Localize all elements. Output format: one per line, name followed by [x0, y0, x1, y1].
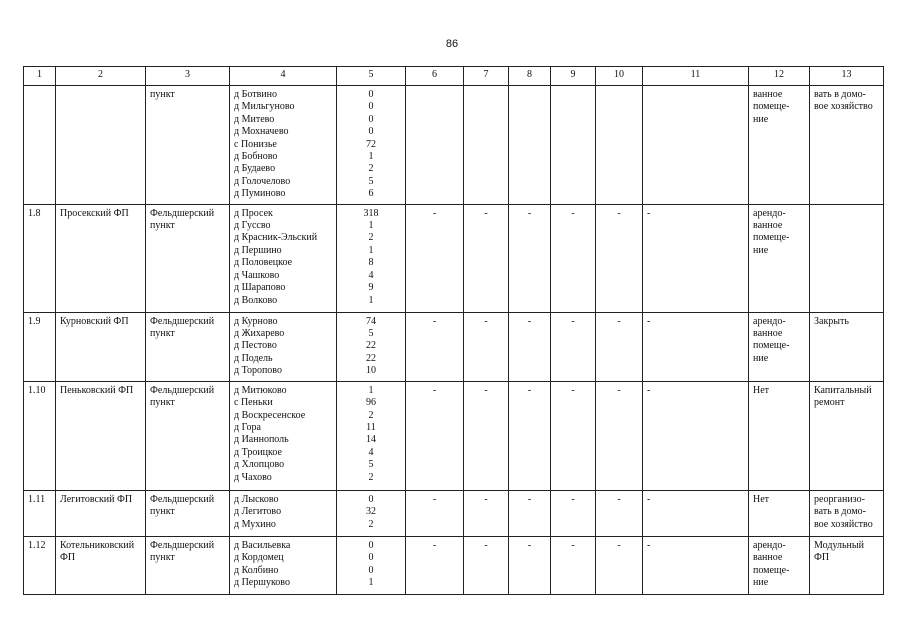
proposal-note: Модульный ФП	[810, 536, 884, 594]
population-item: 0	[368, 89, 374, 100]
column-7-value: -	[464, 381, 509, 490]
population-item: 8	[368, 257, 374, 269]
column-9-value: -	[551, 490, 596, 536]
column-10-value: -	[596, 381, 643, 490]
page-number: 86	[445, 38, 459, 50]
settlements	[230, 490, 337, 536]
column-6-value: -	[406, 312, 464, 381]
row-number: 1.8	[24, 204, 56, 312]
population-item: 2	[368, 163, 374, 175]
column-6-value	[406, 86, 464, 205]
population-item: 1	[368, 151, 374, 163]
settlements-item: д Першуково	[234, 576, 290, 588]
population-item: 2	[368, 409, 374, 421]
column-11-value	[643, 86, 749, 205]
settlements-item: д Пуминово	[234, 188, 286, 200]
settlements-item: д Бобново	[234, 151, 278, 163]
settlements-item: д Мухино	[234, 518, 276, 530]
column-8-value	[509, 86, 551, 205]
settlements-item: д Ботвино	[234, 89, 277, 100]
population-item: 0	[368, 101, 374, 113]
column-6-value: -	[406, 381, 464, 490]
population	[337, 381, 406, 490]
column-header: 4	[230, 67, 337, 86]
population-item: 72	[366, 138, 376, 150]
premises-status: арендо- ванное помеще- ние	[749, 312, 810, 381]
column-6-value: -	[406, 490, 464, 536]
population-item: 22	[366, 340, 376, 352]
column-9-value: -	[551, 536, 596, 594]
population-item: 2	[368, 518, 374, 530]
column-9-value: -	[551, 312, 596, 381]
column-header: 11	[643, 67, 749, 86]
column-header: 3	[146, 67, 230, 86]
settlements-item: д Гора	[234, 421, 261, 433]
settlements-item: д Голочелово	[234, 175, 291, 187]
column-8-value: -	[509, 536, 551, 594]
facility-type: Фельдшерский пункт	[146, 536, 230, 594]
row-number	[24, 86, 56, 205]
settlements-item: д Кордомец	[234, 552, 284, 564]
column-8-value: -	[509, 490, 551, 536]
population-item: 74	[366, 315, 376, 327]
settlements-item: д Воскресенское	[234, 409, 306, 421]
population-item: 2	[368, 471, 374, 483]
population-item: 0	[368, 539, 374, 551]
proposal-note: вать в домо- вое хозяйство	[810, 86, 884, 205]
column-11-value: -	[643, 490, 749, 536]
column-7-value	[464, 86, 509, 205]
column-header: 1	[24, 67, 56, 86]
settlements-item: д Шарапово	[234, 282, 286, 294]
settlements	[230, 536, 337, 594]
facility-type: Фельдшерский пункт	[146, 312, 230, 381]
population-item: 22	[366, 352, 376, 364]
column-11-value: -	[643, 312, 749, 381]
population-item: 6	[368, 188, 374, 200]
table-row	[24, 536, 884, 594]
population-item: 5	[368, 328, 374, 340]
premises-status: Нет	[749, 381, 810, 490]
facility-type: Фельдшерский пункт	[146, 381, 230, 490]
settlements-item: д Колбино	[234, 564, 279, 576]
settlements-item: д Половецкое	[234, 257, 293, 269]
population-item: 4	[368, 269, 374, 281]
proposal-note: Капитальный ремонт	[810, 381, 884, 490]
settlements-item: д Чахово	[234, 471, 272, 483]
settlements-item: д Першино	[234, 244, 282, 256]
column-header: 6	[406, 67, 464, 86]
settlements-item: д Чашково	[234, 269, 280, 281]
settlements-item: д Красник-Эльский	[234, 232, 318, 244]
facility-name: Курновский ФП	[56, 312, 146, 381]
column-header: 13	[810, 67, 884, 86]
proposal-note	[810, 204, 884, 312]
premises-status: арендо- ванное помеще- ние	[749, 204, 810, 312]
column-header: 7	[464, 67, 509, 86]
settlements	[230, 86, 337, 205]
population-item: 5	[368, 175, 374, 187]
column-7-value: -	[464, 204, 509, 312]
column-10-value	[596, 86, 643, 205]
column-11-value: -	[643, 381, 749, 490]
table-row	[24, 86, 884, 205]
facility-type: Фельдшерский пункт	[146, 490, 230, 536]
settlements-item: д Пестово	[234, 340, 277, 352]
column-7-value: -	[464, 536, 509, 594]
column-8-value: -	[509, 381, 551, 490]
population	[337, 490, 406, 536]
column-header: 9	[551, 67, 596, 86]
settlements-item: д Хлопцово	[234, 459, 285, 471]
column-9-value: -	[551, 204, 596, 312]
column-10-value: -	[596, 536, 643, 594]
population-item: 0	[368, 564, 374, 576]
column-7-value: -	[464, 312, 509, 381]
column-6-value: -	[406, 204, 464, 312]
population-item: 318	[363, 207, 379, 219]
facility-name: Легитовский ФП	[56, 490, 146, 536]
settlements-item: д Митево	[234, 113, 275, 125]
table-row	[24, 381, 884, 490]
column-header: 8	[509, 67, 551, 86]
column-9-value	[551, 86, 596, 205]
population-item: 32	[366, 506, 376, 518]
population-item: 10	[366, 365, 376, 377]
settlements-item: д Просек	[234, 207, 273, 219]
population	[337, 312, 406, 381]
column-9-value: -	[551, 381, 596, 490]
facility-name: Просекский ФП	[56, 204, 146, 312]
column-header: 12	[749, 67, 810, 86]
row-number: 1.10	[24, 381, 56, 490]
row-number: 1.11	[24, 490, 56, 536]
column-10-value: -	[596, 490, 643, 536]
proposal-note: Закрыть	[810, 312, 884, 381]
settlements	[230, 204, 337, 312]
population-item: 1	[368, 294, 374, 306]
population-item: 1	[368, 220, 374, 232]
population	[337, 536, 406, 594]
table-body	[24, 86, 884, 595]
table-row	[24, 490, 884, 536]
column-11-value: -	[643, 536, 749, 594]
column-7-value: -	[464, 490, 509, 536]
header-row	[24, 67, 884, 86]
settlements-item: д Подель	[234, 352, 273, 364]
population-item: 0	[368, 126, 374, 138]
table-row	[24, 204, 884, 312]
column-8-value: -	[509, 312, 551, 381]
settlements-item: с Пеньки	[234, 397, 273, 409]
population-item: 4	[368, 446, 374, 458]
population-item: 5	[368, 459, 374, 471]
population-item: 1	[368, 244, 374, 256]
population-item: 2	[368, 232, 374, 244]
population-item: 0	[368, 113, 374, 125]
settlements-item: д Васильевка	[234, 539, 291, 551]
premises-status: ванное помеще- ние	[749, 86, 810, 205]
settlements	[230, 381, 337, 490]
population-item: 0	[368, 552, 374, 564]
facilities-table	[23, 66, 884, 595]
column-header: 5	[337, 67, 406, 86]
settlements-item: д Мильгуново	[234, 101, 295, 113]
column-header: 2	[56, 67, 146, 86]
population-item: 11	[366, 421, 376, 433]
population-item: 96	[366, 397, 376, 409]
row-number: 1.12	[24, 536, 56, 594]
settlements-item: д Гуссво	[234, 220, 271, 232]
settlements-item: д Торопово	[234, 365, 282, 377]
column-6-value: -	[406, 536, 464, 594]
settlements-item: д Мохначево	[234, 126, 289, 138]
column-10-value: -	[596, 312, 643, 381]
premises-status: Нет	[749, 490, 810, 536]
settlements-item: д Лысково	[234, 493, 279, 505]
settlements-item: д Троицкое	[234, 446, 282, 458]
column-header: 10	[596, 67, 643, 86]
population	[337, 204, 406, 312]
facility-name	[56, 86, 146, 205]
column-8-value: -	[509, 204, 551, 312]
population-item: 14	[366, 434, 376, 446]
settlements-item: д Будаево	[234, 163, 276, 175]
settlements-item: д Курново	[234, 315, 278, 327]
settlements-item: д Митюково	[234, 384, 287, 396]
column-11-value: -	[643, 204, 749, 312]
population-item: 1	[368, 576, 374, 588]
premises-status: арендо- ванное помеще- ние	[749, 536, 810, 594]
settlements	[230, 312, 337, 381]
proposal-note: реорганизо- вать в домо- вое хозяйство	[810, 490, 884, 536]
population-item: 9	[368, 282, 374, 294]
row-number: 1.9	[24, 312, 56, 381]
population-item: 0	[368, 493, 374, 505]
settlements-item: д Жихарево	[234, 328, 285, 340]
settlements-item: д Легитово	[234, 506, 282, 518]
facility-type: Фельдшерский пункт	[146, 204, 230, 312]
facility-type: пункт	[146, 86, 230, 205]
population	[337, 86, 406, 205]
column-10-value: -	[596, 204, 643, 312]
settlements-item: д Ианнополь	[234, 434, 289, 446]
facility-name: Пеньковский ФП	[56, 381, 146, 490]
table-row	[24, 312, 884, 381]
facility-name: Котельниковский ФП	[56, 536, 146, 594]
settlements-item: с Понизье	[234, 138, 277, 150]
population-item: 1	[368, 384, 374, 396]
settlements-item: д Волково	[234, 294, 278, 306]
